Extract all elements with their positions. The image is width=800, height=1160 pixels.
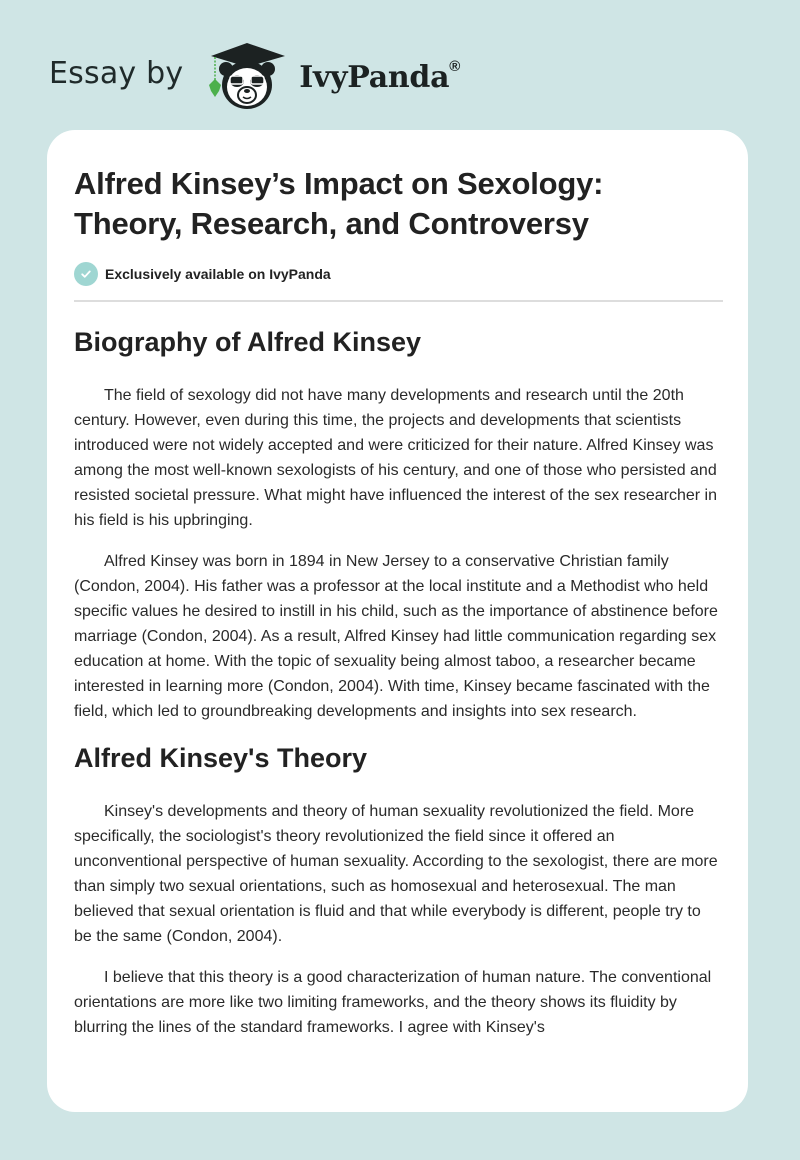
panda-graduate-logo-icon[interactable] [201, 39, 293, 113]
paragraph: Kinsey's developments and theory of human sexuality revolutionized the field. More specifically, the sociologist's theory revolutionized the field since it offered an unconventional perspective of human sexuality. According to the sexologist, there are more than simply two sexual orientations, such as homosexual and heterosexual. The man believed that sexual orientation is fluid and that while everybody is different, people try to be the same (Condon, 2004). [74, 803, 718, 945]
section-heading-biography: Biography of Alfred Kinsey [74, 327, 422, 357]
check-circle-icon [74, 262, 98, 286]
essay-by-label: Essay by [49, 55, 184, 91]
divider [74, 300, 723, 302]
section-heading-theory: Alfred Kinsey's Theory [74, 743, 368, 773]
brand-name-text: IvyPanda [299, 59, 450, 95]
essay-card [47, 130, 748, 1112]
page-title [74, 164, 721, 244]
brand-header [49, 36, 460, 116]
registered-mark: ® [449, 57, 460, 75]
paragraph: I believe that this theory is a good characterization of human nature. The conventional orientations are more like two limiting frameworks, and the theory shows its fluidity by blurring the lines of the standard frameworks. I agree with Kinsey's [74, 969, 712, 1036]
exclusive-badge [74, 262, 721, 286]
paragraph: The field of sexology did not have many developments and research until the 20th century. However, even during this time, the projects and developments that scientists introduced were not widely accepted and were criticized for their nature. Alfred Kinsey was among the most well-known sexologists of his century, and one of those who persisted and resisted societal pressure. What might have influenced the interest of the sex researcher in his field is his upbringing. [74, 387, 717, 529]
paragraph: Alfred Kinsey was born in 1894 in New Jersey to a conservative Christian family (Condon, 2004). His father was a professor at the local institute and a Methodist who held specific values he desired to instill in his child, such as the importance of abstinence before marriage (Condon, 2004). As a result, Alfred Kinsey had little communication regarding sex education at home. With the topic of sexuality being almost taboo, a researcher became interested in learning more (Condon, 2004). With time, Kinsey became fascinated with the field, which led to groundbreaking developments and insights into sex research. [74, 553, 718, 720]
brand-name[interactable] [299, 57, 460, 95]
exclusive-badge-text: Exclusively available on IvyPanda [105, 266, 331, 282]
title-line-1: Alfred Kinsey’s Impact on Sexology: [74, 166, 604, 201]
title-line-2: Theory, Research, and Controversy [74, 206, 589, 241]
